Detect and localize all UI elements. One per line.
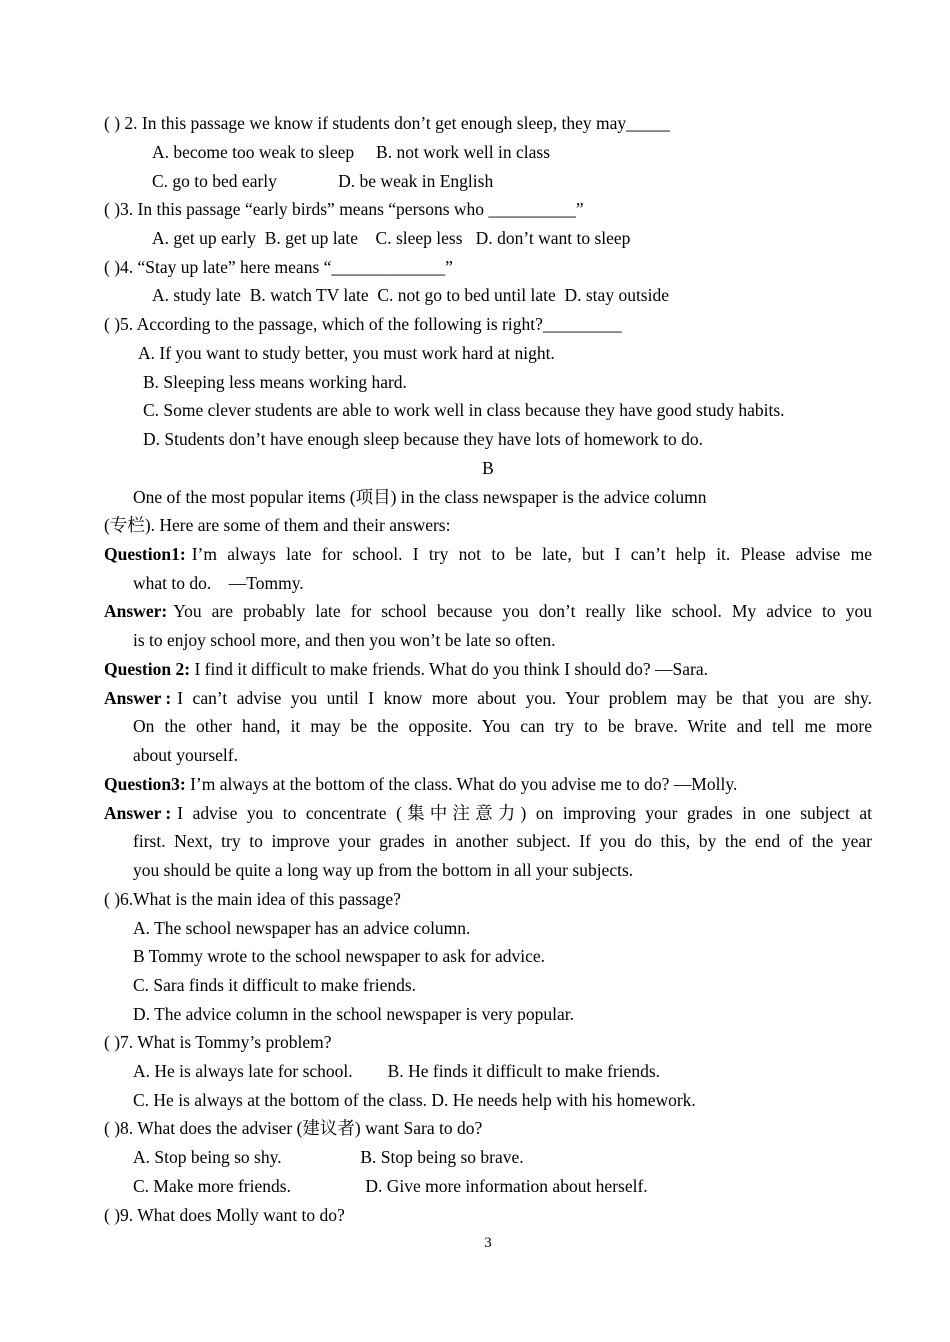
page-number: 3	[484, 1235, 492, 1251]
question-6-stem: ( )6.What is the main idea of this passage?	[104, 889, 401, 909]
question3-block	[104, 774, 737, 794]
question-3-options: A. get up early B. get up late C. sleep less D. don’t want to sleep	[152, 228, 631, 248]
question-2-stem: ( ) 2. In this passage we know if students don’t get enough sleep, they may_____	[104, 113, 670, 133]
question3-text: I’m always at the bottom of the class. What do you advise me to do? —Molly.	[190, 774, 738, 794]
question-8-options-cd: C. Make more friends. D. Give more information about herself.	[133, 1176, 648, 1196]
answer1-text-2: is to enjoy school more, and then you won’t be late so often.	[133, 630, 556, 650]
question-6-option-c: C. Sara finds it difficult to make friends.	[133, 975, 417, 995]
question-7-stem: ( )7. What is Tommy’s problem?	[104, 1032, 332, 1052]
question-4-options: A. study late B. watch TV late C. not go to bed until late D. stay outside	[152, 285, 669, 305]
question-7-options-cd: C. He is always at the bottom of the class. D. He needs help with his homework.	[133, 1090, 696, 1110]
answer2-text-2: On the other hand, it may be the opposite. You can try to be brave. Write and tell me more	[133, 716, 872, 736]
question1-text-2: what to do. —Tommy.	[133, 573, 304, 593]
question-2-options-ab: A. become too weak to sleep B. not work well in class	[152, 142, 551, 162]
answer1-text: You are probably late for school because you don’t really like school. My advice to you	[173, 601, 872, 621]
question-2-options-cd: C. go to bed early D. be weak in English	[152, 171, 494, 191]
question2-block	[104, 659, 708, 679]
answer1-block	[104, 601, 872, 621]
question1-block	[104, 544, 872, 564]
question-5-option-a: A. If you want to study better, you must work hard at night.	[138, 343, 555, 363]
question-8-options-ab: A. Stop being so shy. B. Stop being so brave.	[133, 1147, 524, 1167]
question-5-option-d: D. Students don’t have enough sleep because they have lots of homework to do.	[143, 429, 704, 449]
question-9-stem: ( )9. What does Molly want to do?	[104, 1205, 345, 1225]
answer3-label: Answer :	[104, 803, 172, 823]
answer1-label: Answer:	[104, 601, 168, 621]
answer3-text-3: you should be quite a long way up from the bottom in all your subjects.	[133, 860, 634, 880]
intro-line-2: (专栏). Here are some of them and their answers:	[104, 515, 451, 535]
question-6-option-b: B Tommy wrote to the school newspaper to ask for advice.	[133, 946, 546, 966]
intro-line-1: One of the most popular items (项目) in the class newspaper is the advice column	[133, 487, 707, 507]
question-5-option-b: B. Sleeping less means working hard.	[143, 372, 407, 392]
question-6-option-a: A. The school newspaper has an advice column.	[133, 918, 471, 938]
question-8-stem: ( )8. What does the adviser (建议者) want Sara to do?	[104, 1118, 483, 1138]
question-4-stem: ( )4. “Stay up late” here means “_____________”	[104, 257, 453, 277]
question-3-stem: ( )3. In this passage “early birds” means “persons who __________”	[104, 199, 584, 219]
question1-label: Question1:	[104, 544, 186, 564]
question3-label: Question3:	[104, 774, 186, 794]
question-5-option-c: C. Some clever students are able to work well in class because they have good study habits.	[143, 400, 785, 420]
question-5-stem: ( )5. According to the passage, which of the following is right?_________	[104, 314, 622, 334]
question1-text: I’m always late for school. I try not to be late, but I can’t help it. Please advise me	[191, 544, 872, 564]
answer3-text-2: first. Next, try to improve your grades in another subject. If you do this, by the end of the year	[133, 831, 872, 851]
question-7-options-ab: A. He is always late for school. B. He finds it difficult to make friends.	[133, 1061, 660, 1081]
section-heading: B	[482, 458, 494, 478]
answer2-label: Answer :	[104, 688, 172, 708]
question2-label: Question 2:	[104, 659, 191, 679]
answer2-text-3: about yourself.	[133, 745, 238, 765]
answer2-block	[104, 688, 872, 708]
answer2-text: I can’t advise you until I know more about you. Your problem may be that you are shy.	[177, 688, 872, 708]
question2-text: I find it difficult to make friends. What do you think I should do? —Sara.	[194, 659, 709, 679]
answer3-text: I advise you to concentrate (集中注意力) on improving your grades in one subject at	[177, 803, 872, 823]
answer3-block	[104, 803, 872, 823]
question-6-option-d: D. The advice column in the school newspaper is very popular.	[133, 1004, 574, 1024]
